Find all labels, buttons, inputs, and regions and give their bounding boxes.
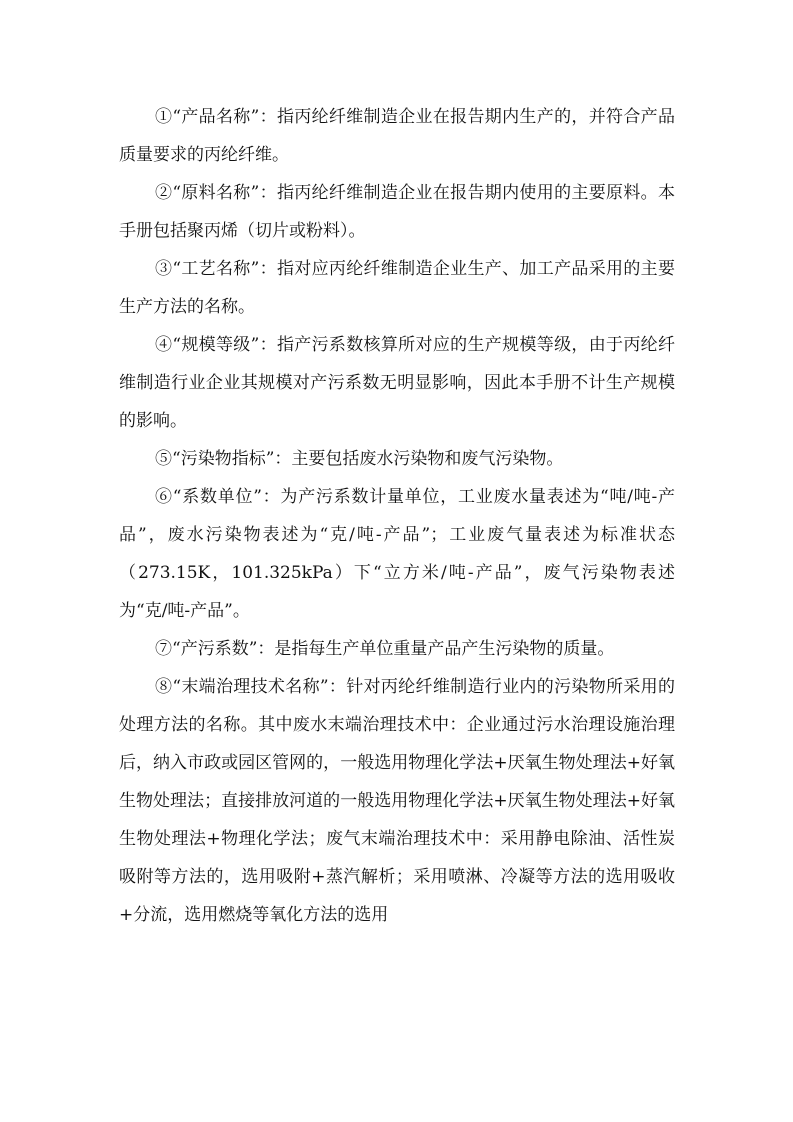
definition-end-treatment-technology: ⑧“末端治理技术名称”：针对丙纶纤维制造行业内的污染物所采用的处理方法的名称。其中废水末端治理技术中：企业通过污水治理设施治理后，纳入市政或园区管网的，一般选用物理化学法+厌氧生物处理法+好氧生物处理法；直接排放河道的一般选用物理化学法+厌氧生物处理法+好氧生物处理法+物理化学法；废气末端治理技术中：采用静电除油、活性炭吸附等方法的，选用吸附+蒸汽解析；采用喷淋、冷凝等方法的选用吸收+分流，选用燃烧等氧化方法的选用 [119, 677, 675, 925]
definition-scale-grade: ④“规模等级”：指产污系数核算所对应的生产规模等级，由于丙纶纤维制造行业企业其规模对产污系数无明显影响，因此本手册不计生产规模的影响。 [119, 335, 675, 431]
definition-raw-material-name: ②“原料名称”：指丙纶纤维制造企业在报告期内使用的主要原料。本手册包括聚丙烯（切片或粉料）。 [119, 183, 675, 241]
definition-product-name: ①“产品名称”：指丙纶纤维制造企业在报告期内生产的，并符合产品质量要求的丙纶纤维。 [119, 107, 675, 165]
definition-pollution-coefficient: ⑦“产污系数”：是指每生产单位重量产品产生污染物的质量。 [155, 639, 615, 659]
definition-process-name: ③“工艺名称”：指对应丙纶纤维制造企业生产、加工产品采用的主要生产方法的名称。 [119, 259, 675, 317]
definition-coefficient-unit: ⑥“系数单位”：为产污系数计量单位，工业废水量表述为“吨/吨-产品”，废水污染物表述为“克/吨-产品”；工业废气量表述为标准状态（273.15K，101.325kPa）下“立方米/吨-产品”，废气污染物表述为“克/吨-产品”。 [119, 487, 675, 621]
document-body [119, 98, 675, 934]
definition-pollutant-indicator: ⑤“污染物指标”：主要包括废水污染物和废气污染物。 [155, 449, 564, 469]
